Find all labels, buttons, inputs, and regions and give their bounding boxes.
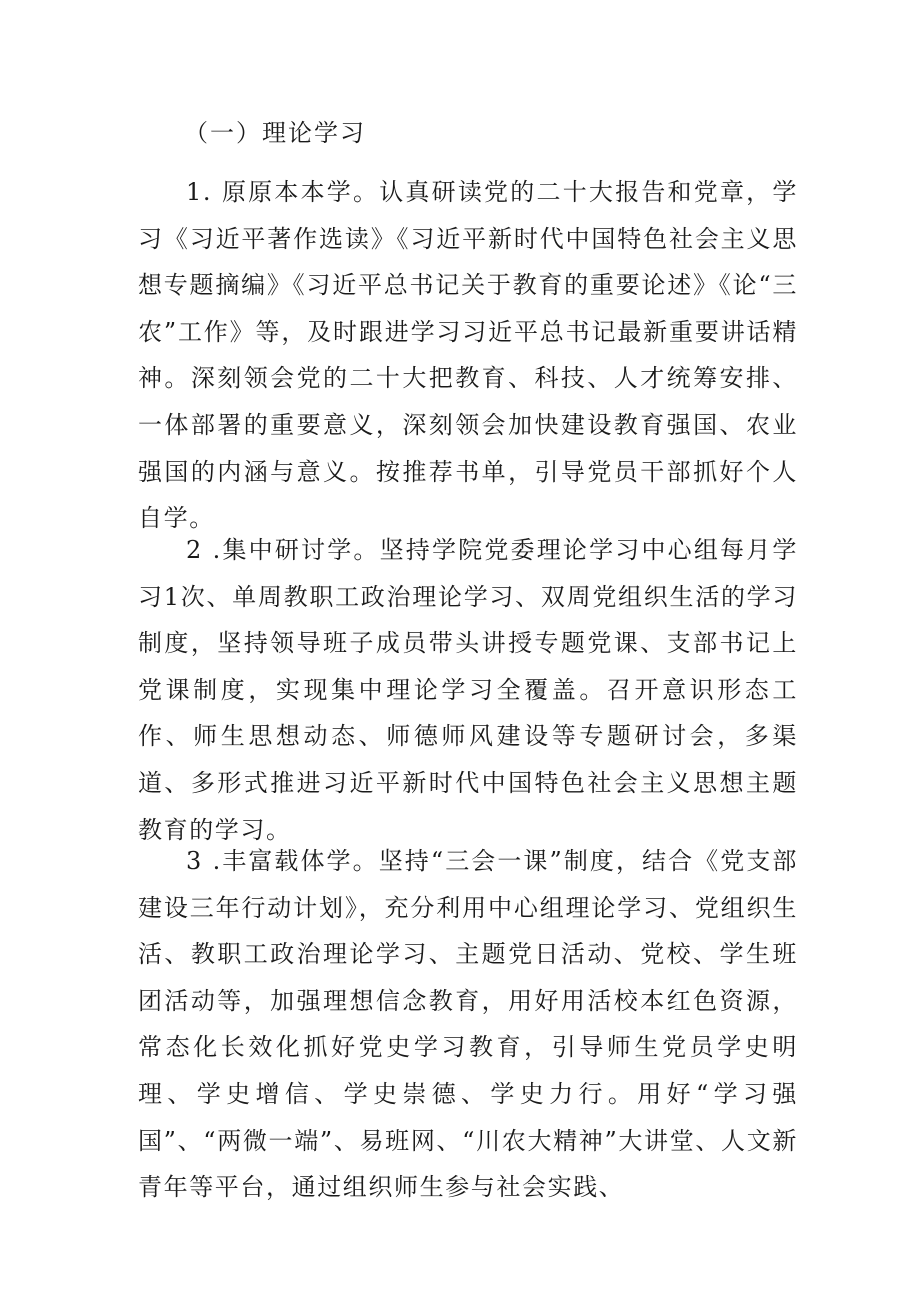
paragraph-2: 2 .集中研讨学。坚持学院党委理论学习中心组每月学习1次、单周教职工政治理论学习、双周党组织生活的学习制度，坚持领导班子成员带头讲授专题党课、支部书记上党课制度，实现集中理论学习全覆盖。召开意识形态工作、师生思想动态、师德师风建设等专题研讨会，多渠道、多形式推进习近平新时代中国特色社会主义思想主题教育的学习。 (138, 536, 798, 844)
paragraph-3: 3 .丰富载体学。坚持“三会一课”制度，结合《党支部建设三年行动计划》，充分利用中心组理论学习、党组织生活、教职工政治理论学习、主题党日活动、党校、学生班团活动等，加强理想信念教育，用好用活校本红色资源，常态化长效化抓好党史学习教育，引导师生党员学史明理、学史增信、学史崇德、学史力行。用好“学习强国”、“两微一端”、易班网、“川农大精神”大讲堂、人文新青年等平台，通过组织师生参与社会实践、 (138, 847, 798, 1202)
section-heading: （一）理论学习 (184, 119, 366, 147)
paragraph-1: 1. 原原本本学。认真研读党的二十大报告和党章，学习《习近平著作选读》《习近平新时代中国特色社会主义思想专题摘编》《习近平总书记关于教育的重要论述》《论“三农”工作》等，及时跟进学习习近平总书记最新重要讲话精神。深刻领会党的二十大把教育、科技、人才统筹安排、一体部署的重要意义，深刻领会加快建设教育强国、农业强国的内涵与意义。按推荐书单，引导党员干部抓好个人自学。 (138, 178, 798, 533)
